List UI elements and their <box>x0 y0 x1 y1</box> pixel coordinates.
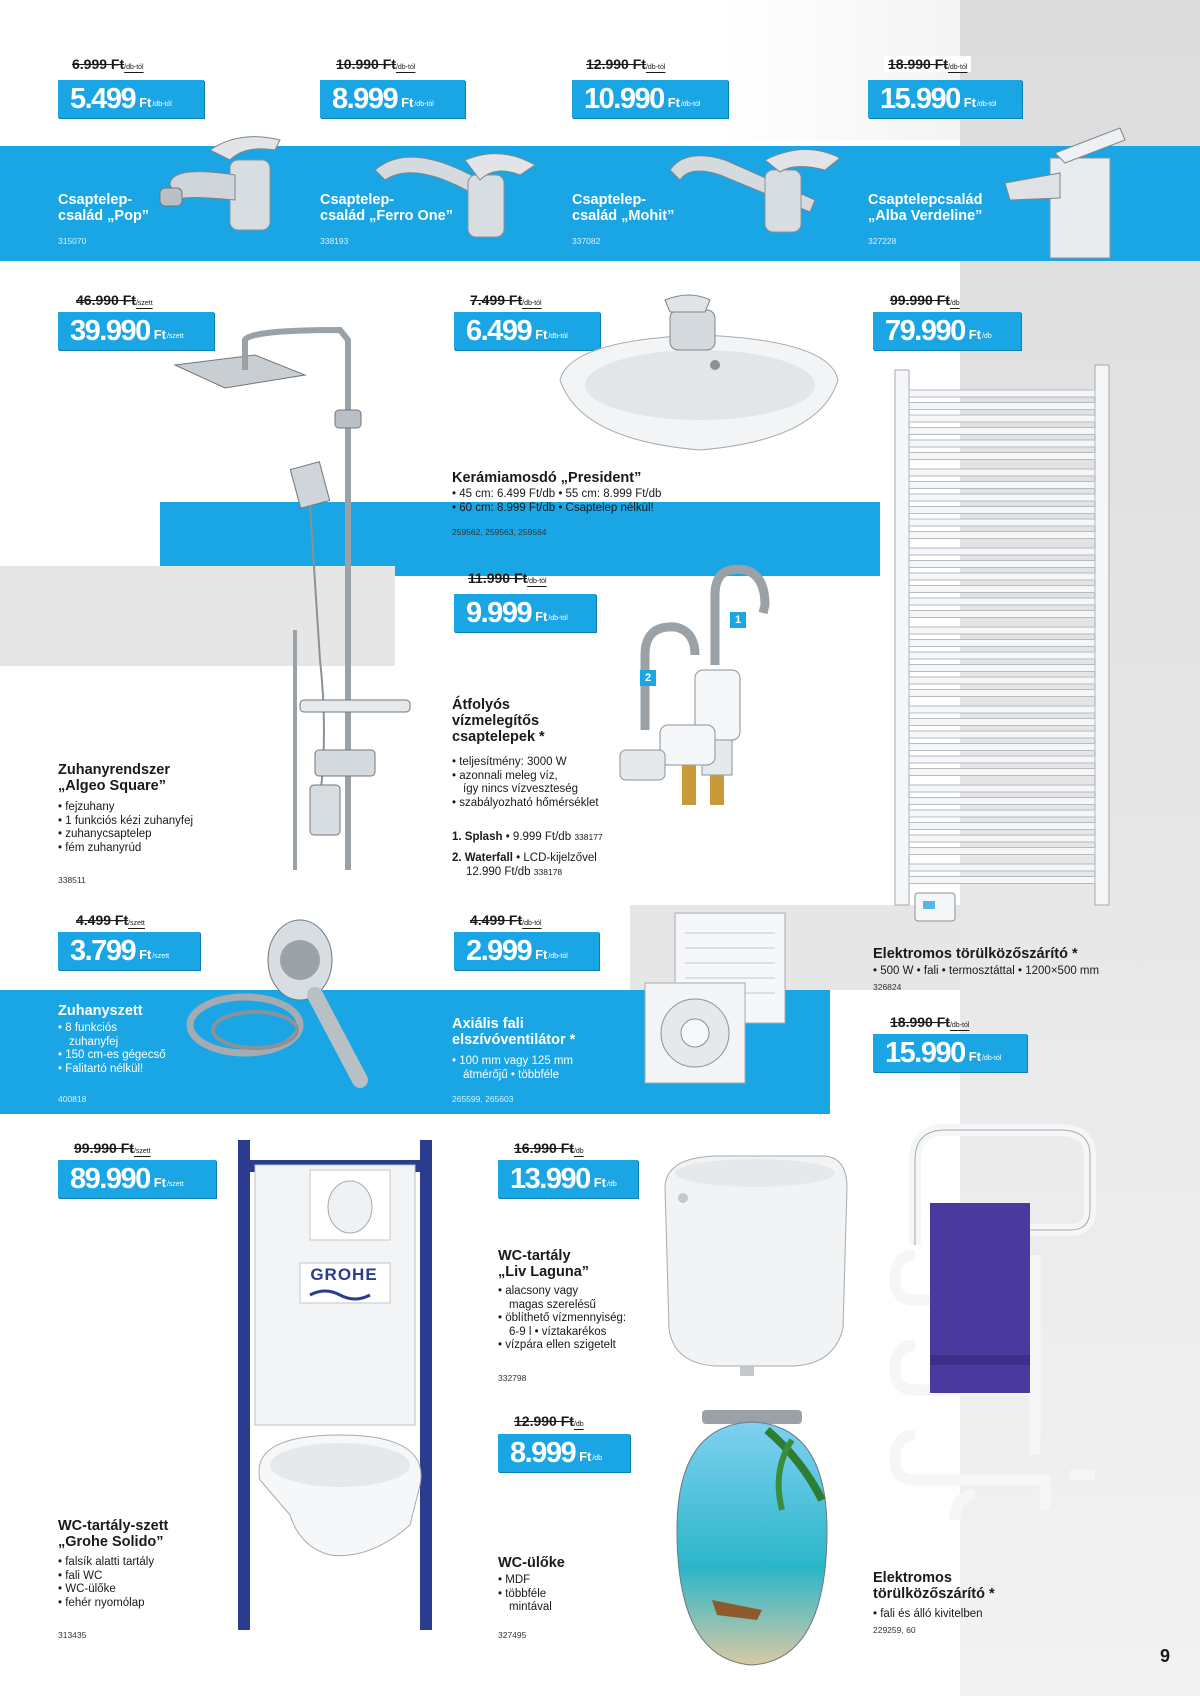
basin-price: 6.499 Ft /db-tól <box>454 312 600 350</box>
faucet-ferro-code: 338193 <box>320 236 349 246</box>
cistern-title: WC-tartály „Liv Laguna” <box>498 1248 590 1280</box>
fan-price: 2.999 Ft /db-tól <box>454 932 599 970</box>
fan-bullets: • 100 mm vagy 125 mm átmérőjű • többféle <box>452 1055 573 1082</box>
faucet-alba-title: Csaptelepcsalád „Alba Verdeline” <box>868 192 983 224</box>
grohe-logo: GROHE <box>310 1265 378 1284</box>
shower-system-title: Zuhanyrendszer „Algeo Square” <box>58 762 170 794</box>
shower-set-bullets: • 8 funkciós zuhanyfej • 150 cm-es gégecső • Falitartó nélkül! <box>58 1022 166 1076</box>
seat-old-price: 12.990 Ft/db <box>514 1413 584 1429</box>
radiator-old-price: 99.990 Ft/db <box>890 292 960 308</box>
heater-tap-price: 9.999 Ft /db-tól <box>454 594 596 632</box>
faucet-alba-price: 15.990 Ft /db-tól <box>868 80 1022 118</box>
radiator2-title: Elektromos törülközőszárító * <box>873 1570 995 1602</box>
fan-old-price: 4.499 Ft/db-tól <box>470 912 542 928</box>
shower-system-code: 338511 <box>58 875 86 885</box>
heater-tap-badge-2: 2 <box>640 670 656 686</box>
heater-tap-badge-1: 1 <box>730 612 746 628</box>
shower-system-old-price: 46.990 Ft/szett <box>76 292 153 308</box>
heater-tap-image <box>600 565 820 825</box>
fan-code: 265599, 265603 <box>452 1094 514 1104</box>
faucet-mohit-old-price: 12.990 Ft/db-tól <box>586 56 666 72</box>
seat-image <box>672 1410 832 1670</box>
heater-tap-bullets: • teljesítmény: 3000 W • azonnali meleg víz, így nincs vízveszteség • szabályozható hőmérséklet <box>452 756 599 810</box>
radiator2-image <box>885 1115 1110 1535</box>
grohe-code: 313435 <box>58 1630 87 1640</box>
basin-code: 259562, 259563, 259564 <box>452 527 547 537</box>
heater-tap-old-price: 11.990 Ft/db-tól <box>468 570 547 586</box>
radiator2-code: 229259, 60 <box>873 1625 916 1635</box>
faucet-ferro-price: 8.999 Ft /db-tól <box>320 80 465 118</box>
seat-code: 327495 <box>498 1630 527 1640</box>
seat-bullets: • MDF • többféle mintával <box>498 1574 552 1615</box>
basin-title: Kerámiamosdó „President” <box>452 470 642 486</box>
shower-system-image <box>170 330 410 890</box>
heater-tap-option-1: 1. Splash • 9.999 Ft/db 338177 <box>452 831 603 843</box>
fan-title: Axiális fali elszívóventilátor * <box>452 1016 576 1048</box>
shower-set-image <box>185 915 385 1095</box>
cistern-code: 332798 <box>498 1373 527 1383</box>
radiator-price: 79.990 Ft /db <box>873 312 1021 350</box>
radiator-title: Elektromos törülközőszárító * <box>873 946 1078 962</box>
faucet-alba-old-price: 18.990 Ft/db-tól <box>884 56 971 72</box>
faucet-pop-title: Csaptelep- család „Pop” <box>58 192 150 224</box>
grohe-title: WC-tartály-szett „Grohe Solido” <box>58 1518 169 1550</box>
fan-image <box>640 908 790 1088</box>
grohe-bullets: • falsík alatti tartály • fali WC • WC-ülőke • fehér nyomólap <box>58 1556 154 1610</box>
faucet-alba-image <box>1000 128 1135 268</box>
faucet-pop-image <box>150 130 290 240</box>
faucet-mohit-code: 337082 <box>572 236 601 246</box>
basin-old-price: 7.499 Ft/db-tól <box>470 292 542 308</box>
shower-set-price: 3.799 Ft /szett <box>58 932 200 970</box>
shower-set-code: 400818 <box>58 1094 87 1104</box>
cistern-price: 13.990 Ft /db <box>498 1160 638 1198</box>
radiator-image <box>895 365 1110 925</box>
faucet-ferro-old-price: 10.990 Ft/db-tól <box>336 56 416 72</box>
faucet-ferro-title: Csaptelep- család „Ferro One” <box>320 192 453 224</box>
radiator2-bullets: • fali és álló kivitelben <box>873 1608 983 1622</box>
faucet-pop-price: 5.499 Ft /db-tól <box>58 80 204 118</box>
basin-bullets: • 45 cm: 6.499 Ft/db • 55 cm: 8.999 Ft/db • 60 cm: 8.999 Ft/db • Csaptelep nélkül! <box>452 488 661 515</box>
faucet-mohit-title: Csaptelep- család „Mohit” <box>572 192 675 224</box>
faucet-alba-code: 327228 <box>868 236 897 246</box>
cistern-bullets: • alacsony vagy magas szerelésű • öblíthető vízmennyiség: 6-9 l • víztakarékos • vízpára ellen szigetelt <box>498 1285 626 1353</box>
shower-system-bullets: • fejzuhany • 1 funkciós kézi zuhanyfej • zuhanycsaptelep • fém zuhanyrúd <box>58 801 193 855</box>
faucet-mohit-image <box>665 140 845 240</box>
basin-image <box>560 290 840 460</box>
radiator-bullets: • 500 W • fali • termosztáttal • 1200×500 mm <box>873 965 1099 979</box>
page-number: 9 <box>1160 1646 1171 1666</box>
seat-price: 8.999 Ft /db <box>498 1434 630 1472</box>
grohe-image <box>230 1135 440 1635</box>
radiator-code: 326824 <box>873 982 902 992</box>
radiator2-price: 15.990 Ft /db-tól <box>873 1034 1027 1072</box>
seat-title: WC-ülőke <box>498 1555 565 1571</box>
grohe-price: 89.990 Ft /szett <box>58 1160 216 1198</box>
shower-set-title: Zuhanyszett <box>58 1003 143 1019</box>
heater-tap-title: Átfolyós vízmelegítős csaptelepek * <box>452 697 545 745</box>
shower-set-old-price: 4.499 Ft/szett <box>76 912 145 928</box>
radiator2-old-price: 18.990 Ft/db-tól <box>890 1014 970 1030</box>
heater-tap-option-2: 2. Waterfall • LCD-kijelzővel 12.990 Ft/db 338178 <box>452 852 597 878</box>
shower-system-price: 39.990 Ft /szett <box>58 312 214 350</box>
faucet-pop-code: 315070 <box>58 236 87 246</box>
faucet-pop-old-price: 6.999 Ft/db-tól <box>72 56 144 72</box>
cistern-image <box>655 1148 850 1378</box>
grohe-old-price: 99.990 Ft/szett <box>74 1140 151 1156</box>
cistern-old-price: 16.990 Ft/db <box>514 1140 584 1156</box>
faucet-mohit-price: 10.990 Ft /db-tól <box>572 80 728 118</box>
